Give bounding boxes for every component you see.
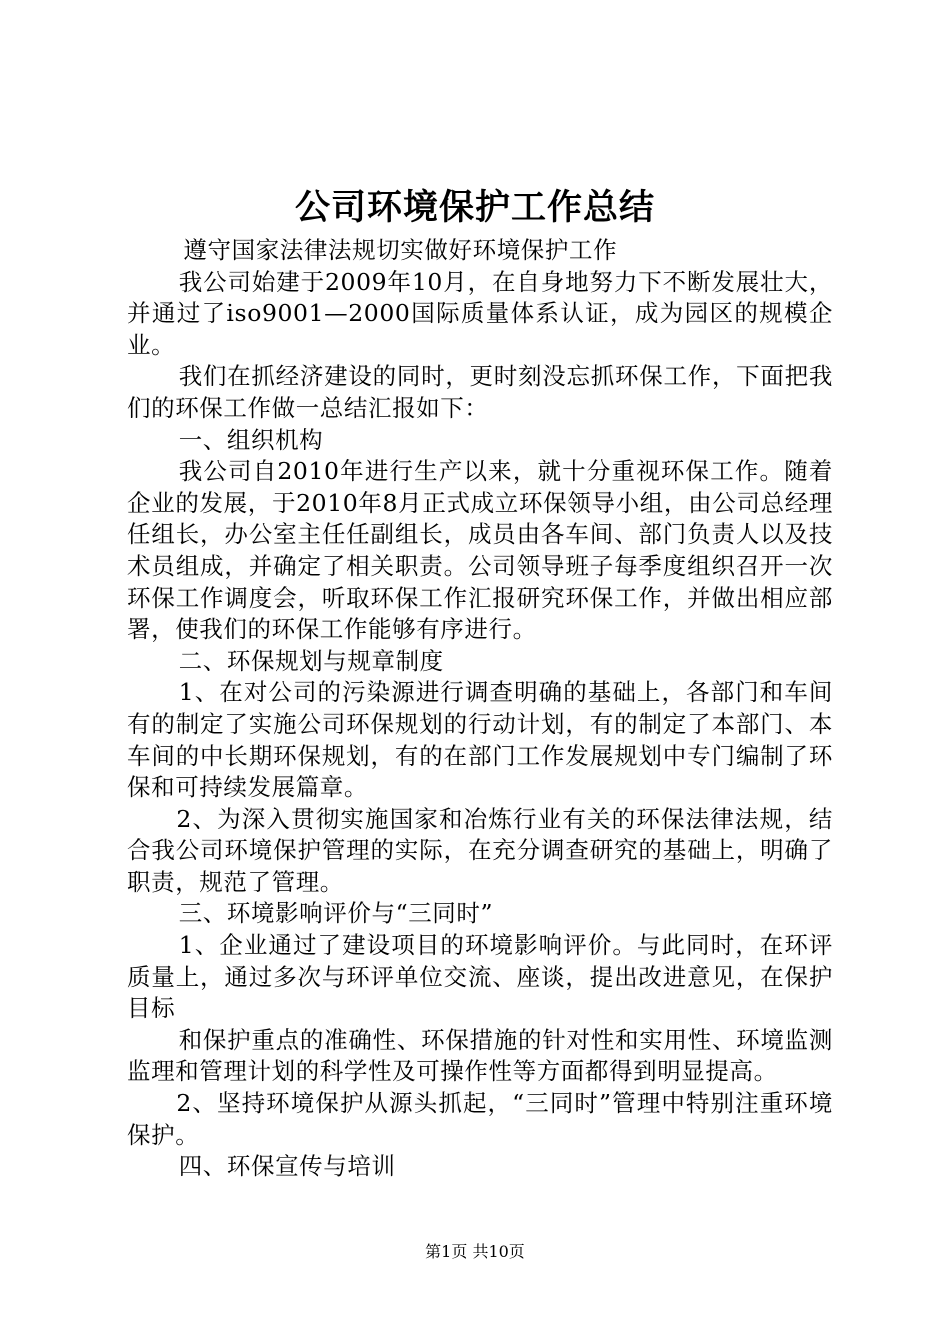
- page-footer: 第1页 共10页: [425, 1242, 525, 1261]
- paragraph: 2、坚持环境保护从源头抓起，“三同时”管理中特别注重环境保护。: [127, 1089, 833, 1149]
- paragraph: 2、为深入贯彻实施国家和冶炼行业有关的环保法律法规，结合我公司环境保护管理的实际，在充分调查研究的基础上，明确了职责，规范了管理。: [127, 804, 833, 896]
- paragraph: 1、企业通过了建设项目的环境影响评价。与此同时，在环评质量上，通过多次与环评单位交流、座谈，提出改进意见，在保护目标: [127, 931, 833, 1023]
- section-heading: 四、环保宣传与培训: [178, 1152, 396, 1181]
- paragraph: 和保护重点的准确性、环保措施的针对性和实用性、环境监测监理和管理计划的科学性及可操作性等方面都得到明显提高。: [127, 1025, 833, 1086]
- paragraph: 1、在对公司的污染源进行调查明确的基础上，各部门和车间有的制定了实施公司环保规划的行动计划，有的制定了本部门、本车间的中长期环保规划，有的在部门工作发展规划中专门编制了环保和可持续发展篇章。: [127, 678, 833, 802]
- document-title: 公司环境保护工作总结: [294, 187, 655, 228]
- section-heading: 三、环境影响评价与“三同时”: [178, 899, 494, 928]
- document-body: [127, 235, 833, 1183]
- paragraph: 我公司自2010年进行生产以来，就十分重视环保工作。随着企业的发展，于2010年8月正式成立环保领导小组，由公司总经理任组长，办公室主任任副组长，成员由各车间、部门负责人以及技术员组成，并确定了相关职责。公司领导班子每季度组织召开一次环保工作调度会，听取环保工作汇报研究环保工作，并做出相应部署，使我们的环保工作能够有序进行。: [127, 457, 833, 644]
- section-heading: 二、环保规划与规章制度: [178, 646, 444, 675]
- paragraph: 我们在抓经济建设的同时，更时刻没忘抓环保工作，下面把我们的环保工作做一总结汇报如下：: [127, 362, 833, 422]
- paragraph: 我公司始建于2009年10月，在自身地努力下不断发展壮大，并通过了iso9001—2000国际质量体系认证，成为园区的规模企业。: [127, 267, 833, 359]
- section-heading: 一、组织机构: [178, 425, 324, 454]
- paragraph: 遵守国家法律法规切实做好环境保护工作: [183, 236, 618, 264]
